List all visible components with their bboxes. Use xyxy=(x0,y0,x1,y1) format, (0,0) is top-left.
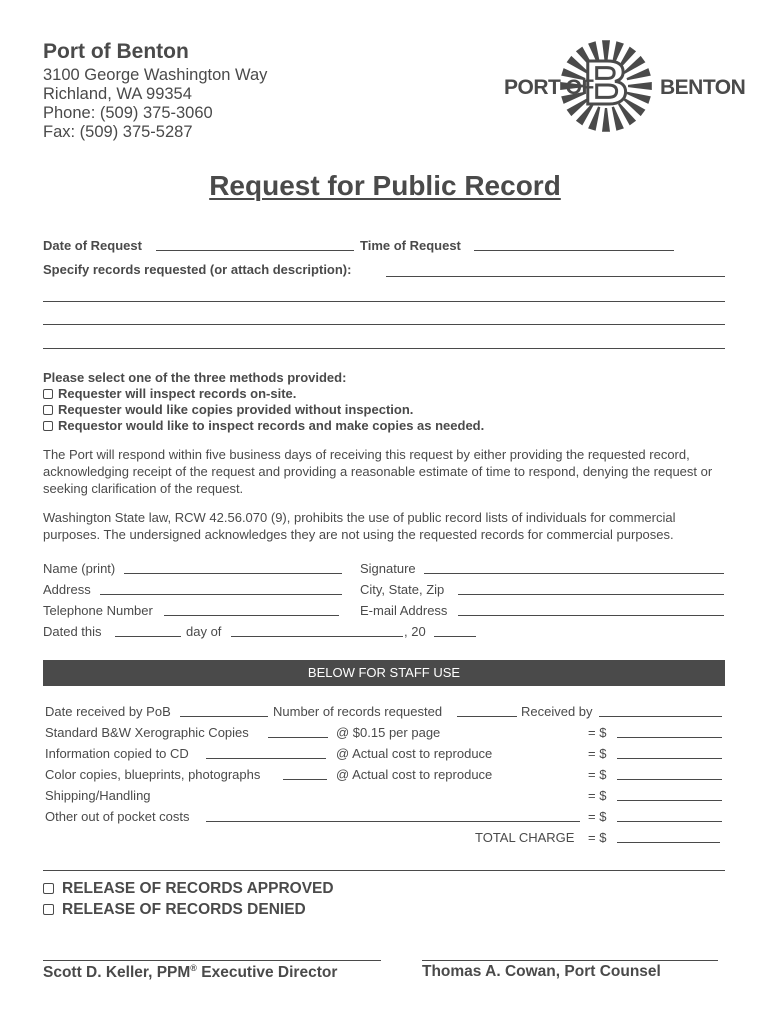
org-fax: Fax: (509) 375-5287 xyxy=(43,123,193,141)
form-title: Request for Public Record xyxy=(209,170,561,201)
email-field[interactable] xyxy=(458,615,724,616)
port-logo xyxy=(500,40,746,140)
address-field[interactable] xyxy=(100,594,342,595)
num-records-label: Number of records requested xyxy=(273,704,443,719)
name-print-label: Name (print) xyxy=(43,561,116,576)
org-address-line1: 3100 George Washington Way xyxy=(43,66,268,84)
received-by-field[interactable] xyxy=(599,716,722,717)
org-name: Port of Benton xyxy=(43,40,189,63)
cd-amount-field[interactable] xyxy=(617,758,722,759)
shipping-eq-label: = $ xyxy=(588,788,607,803)
cd-label: Information copied to CD xyxy=(45,746,189,761)
other-amount-field[interactable] xyxy=(617,821,722,822)
cd-eq-label: = $ xyxy=(588,746,607,761)
color-amount-field[interactable] xyxy=(617,779,722,780)
svg-text:B: B xyxy=(583,49,629,118)
total-charge-label: TOTAL CHARGE xyxy=(475,830,575,845)
staff-use-header: BELOW FOR STAFF USE xyxy=(43,660,725,686)
dated-month-field[interactable] xyxy=(231,636,403,637)
address-label: Address xyxy=(43,582,91,597)
color-copies-field[interactable] xyxy=(283,779,327,780)
signature-field[interactable] xyxy=(424,573,724,574)
other-costs-label: Other out of pocket costs xyxy=(45,809,190,824)
logo-text-right: BENTON xyxy=(660,76,746,99)
response-paragraph: The Port will respond within five business days of receiving this request by either providing the requested record, acknowledging receipt of the request and providing a reasonable estimate of time to respond, denying the request or seeking clarification of the request. xyxy=(43,447,713,496)
specify-records-field[interactable] xyxy=(386,276,725,277)
bw-rate-label: @ $0.15 per page xyxy=(336,725,441,740)
section-divider xyxy=(43,870,725,871)
checkbox-icon[interactable] xyxy=(43,421,53,431)
records-description-line-2[interactable] xyxy=(43,324,725,325)
name-print-field[interactable] xyxy=(124,573,342,574)
port-counsel-name: Thomas A. Cowan, Port Counsel xyxy=(422,963,661,980)
checkbox-icon[interactable] xyxy=(43,405,53,415)
checkbox-icon[interactable] xyxy=(43,904,54,915)
total-amount-field[interactable] xyxy=(617,842,720,843)
records-description-line-3[interactable] xyxy=(43,348,725,349)
color-eq-label: = $ xyxy=(588,767,607,782)
time-of-request-field[interactable] xyxy=(474,250,674,251)
port-counsel-signature-line[interactable] xyxy=(422,960,718,961)
release-approved-option[interactable]: RELEASE OF RECORDS APPROVED xyxy=(43,880,334,898)
rcw-paragraph: Washington State law, RCW 42.56.070 (9), prohibits the use of public record lists of individuals for commercial purposes. The undersigned acknowledges they are not using the requested records for commercial purposes. xyxy=(43,510,676,542)
method-option-2[interactable]: Requester would like copies provided without inspection. xyxy=(43,402,413,417)
release-denied-option[interactable]: RELEASE OF RECORDS DENIED xyxy=(43,901,306,919)
telephone-field[interactable] xyxy=(164,615,339,616)
email-label: E-mail Address xyxy=(360,603,448,618)
logo-ray xyxy=(628,82,652,90)
color-rate-label: @ Actual cost to reproduce xyxy=(336,767,493,782)
date-received-field[interactable] xyxy=(180,716,268,717)
bw-copies-field[interactable] xyxy=(268,737,328,738)
org-address-line2: Richland, WA 99354 xyxy=(43,85,192,103)
method-option-3[interactable]: Requestor would like to inspect records and make copies as needed. xyxy=(43,418,484,433)
checkbox-icon[interactable] xyxy=(43,389,53,399)
records-description-line-1[interactable] xyxy=(43,301,725,302)
total-eq-label: = $ xyxy=(588,830,607,845)
dated-year-field[interactable] xyxy=(434,636,476,637)
cd-field[interactable] xyxy=(206,758,326,759)
logo-text-left: PORT OF xyxy=(504,76,594,99)
executive-director-name: Scott D. Keller, PPM® Executive Director xyxy=(43,963,338,982)
dated-this-label: Dated this xyxy=(43,624,102,639)
shipping-label: Shipping/Handling xyxy=(45,788,151,803)
date-of-request-field[interactable] xyxy=(156,250,354,251)
received-by-label: Received by xyxy=(521,704,593,719)
dated-day-field[interactable] xyxy=(115,636,181,637)
cd-rate-label: @ Actual cost to reproduce xyxy=(336,746,493,761)
bw-copies-label: Standard B&W Xerographic Copies xyxy=(45,725,249,740)
methods-heading: Please select one of the three methods provided: xyxy=(43,370,347,385)
signature-label: Signature xyxy=(360,561,416,576)
method-option-1[interactable]: Requester will inspect records on-site. xyxy=(43,386,296,401)
shipping-amount-field[interactable] xyxy=(617,800,722,801)
org-phone: Phone: (509) 375-3060 xyxy=(43,104,213,122)
date-received-label: Date received by PoB xyxy=(45,704,171,719)
other-costs-field[interactable] xyxy=(206,821,580,822)
executive-director-signature-line[interactable] xyxy=(43,960,381,961)
specify-records-label: Specify records requested (or attach description): xyxy=(43,262,352,277)
day-of-label: day of xyxy=(186,624,222,639)
year-prefix-label: , 20 xyxy=(404,624,426,639)
date-of-request-label: Date of Request xyxy=(43,238,142,253)
time-of-request-label: Time of Request xyxy=(360,238,461,253)
checkbox-icon[interactable] xyxy=(43,883,54,894)
city-state-zip-label: City, State, Zip xyxy=(360,582,445,597)
num-records-field[interactable] xyxy=(457,716,517,717)
bw-eq-label: = $ xyxy=(588,725,607,740)
bw-amount-field[interactable] xyxy=(617,737,722,738)
city-state-zip-field[interactable] xyxy=(458,594,724,595)
other-eq-label: = $ xyxy=(588,809,607,824)
color-copies-label: Color copies, blueprints, photographs xyxy=(45,767,261,782)
telephone-label: Telephone Number xyxy=(43,603,153,618)
